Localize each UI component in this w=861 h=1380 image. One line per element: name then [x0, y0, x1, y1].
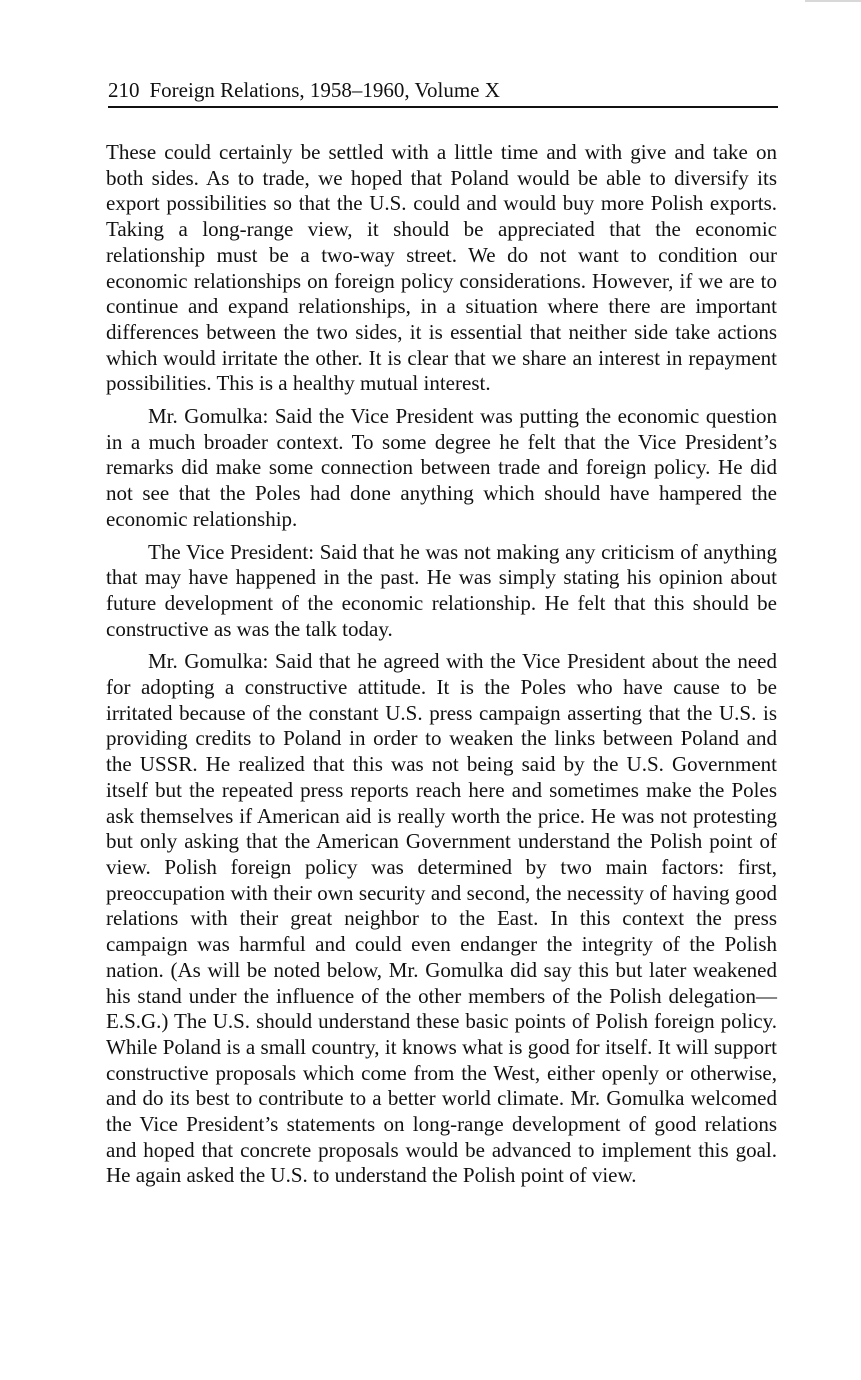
page-number: 210: [108, 78, 140, 102]
running-header-text: [108, 78, 500, 103]
paragraph-continuation: These could certainly be settled with a little time and with give and take on both sides. As to trade, we hoped that Poland would be able to diversify its export possibilities so that the U.S. could and would buy more Polish exports. Taking a long-range view, it should be appreciated that the economic relationship must be a two-way street. We do not want to condition our economic relationships on foreign policy considerations. However, if we are to continue and expand relationships, in a situation where there are important differences between the two sides, it is essential that neither side take actions which would irritate the other. It is clear that we share an interest in repayment possibilities. This is a healthy mutual interest.: [106, 140, 777, 396]
running-header: [108, 74, 778, 108]
paragraph-gomulka-1: Mr. Gomulka: Said the Vice President was putting the economic question in a much broader context. To some degree he felt that the Vice President’s remarks did make some connection between trade and foreign policy. He did not see that the Poles had done anything which should have hampered the economic relationship.: [106, 404, 777, 531]
paragraph-vice-president: The Vice President: Said that he was not making any criticism of anything that may have happened in the past. He was simply stating his opinion about future development of the economic relationship. He felt that this should be constructive as was the talk today.: [106, 539, 777, 641]
body-text: [106, 140, 777, 1196]
paragraph-gomulka-2: Mr. Gomulka: Said that he agreed with the Vice President about the need for adopting a constructive attitude. It is the Poles who have cause to be irritated because of the constant U.S. press campaign asserting that the U.S. is providing credits to Poland in order to weaken the links between Poland and the USSR. He realized that this was not being said by the U.S. Government itself but the repeated press reports reach here and sometimes make the Poles ask themselves if American aid is really worth the price. He was not protesting but only asking that the American Government understand the Polish point of view. Polish foreign policy was determined by two main factors: first, preoccupation with their own security and second, the necessity of having good relations with their great neighbor to the East. In this context the press campaign was harmful and could even endanger the integrity of the Polish nation. (As will be noted below, Mr. Gomulka did say this but later weakened his stand under the influence of the other members of the Polish delegation—E.S.G.) The U.S. should understand these basic points of Polish foreign policy. While Poland is a small country, it knows what is good for itself. It will support constructive proposals which come from the West, either openly or otherwise, and do its best to contribute to a better world climate. Mr. Gomulka welcomed the Vice President’s statements on long-range development of good relations and hoped that concrete proposals would be advanced to implement this goal. He again asked the U.S. to understand the Polish point of view.: [106, 649, 777, 1188]
scan-edge-mark: [805, 0, 861, 2]
running-title: Foreign Relations, 1958–1960, Volume X: [149, 78, 500, 102]
